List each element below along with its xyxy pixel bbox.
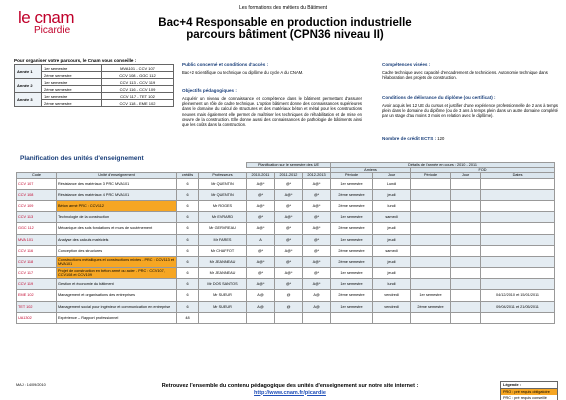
cell-code: CCV 118 xyxy=(17,256,57,267)
years-row xyxy=(15,65,174,72)
competences-section xyxy=(382,62,558,80)
table-row xyxy=(17,178,555,189)
cell-y1: A xyxy=(247,234,275,245)
cell-fj xyxy=(451,290,481,301)
cell-fp xyxy=(411,279,451,290)
public-title: Public concerné et conditions d'accès : xyxy=(182,62,269,67)
table-row xyxy=(17,245,555,256)
cell-credits: 6 xyxy=(177,223,199,234)
cell-y3: @* xyxy=(303,212,331,223)
objectifs-text: Acquérir un niveau de connaissance et compétence dans le bâtiment permettant d'assurer pleinement un rôle de cadre technique. L'option bâtiment donne des connaissances supérieures dans le domaine du calcul de structures et des matériaux béton et métal pour les constructions neuves mais également elle permet de maîtriser les techniques de réhabilitation et de mise en œuvre de la construction. Elle donne aussi des connaissances de pathologie de bâtiments ainsi que les coûts dans la construction. xyxy=(182,96,362,128)
conditions-section xyxy=(382,95,558,119)
cell-ap: 2ème semestre xyxy=(331,256,373,267)
semester-label: 1er semestre xyxy=(42,65,102,72)
cell-y3: A@* xyxy=(303,223,331,234)
cell-y1: A@* xyxy=(247,200,275,211)
cell-fj xyxy=(451,189,481,200)
cell-name: Expérience – Rapport professionnel xyxy=(57,312,177,323)
cell-fd xyxy=(481,189,555,200)
column-header: Période xyxy=(411,173,451,178)
table-row xyxy=(17,301,555,312)
cell-y3: @* xyxy=(303,268,331,279)
credits-line xyxy=(382,136,558,141)
cell-code: TET 102 xyxy=(17,301,57,312)
cell-fd xyxy=(481,312,555,323)
cell-name: Management et organisations des entreprises xyxy=(57,290,177,301)
year-label: Année 2 xyxy=(15,79,42,93)
cell-fj xyxy=(451,212,481,223)
cell-y3: @* xyxy=(303,189,331,200)
column-header: Dates xyxy=(481,173,555,178)
table-row xyxy=(17,223,555,234)
column-header: Professeurs xyxy=(199,173,247,178)
cell-y1: @* xyxy=(247,268,275,279)
cell-y1: A@* xyxy=(247,256,275,267)
table-row xyxy=(17,256,555,267)
cell-prof: Mr SUEUR xyxy=(199,290,247,301)
cell-name: Résistance des matériaux 4 PRC MVA101 xyxy=(57,189,177,200)
cell-y3: A@* xyxy=(303,178,331,189)
cell-y2: A@* xyxy=(275,189,303,200)
cell-ap: 2ème semestre xyxy=(331,200,373,211)
cell-name: Gestion et économie du bâtiment xyxy=(57,279,177,290)
cell-y1: @* xyxy=(247,245,275,256)
cell-aj: jeudi xyxy=(373,256,411,267)
cell-fj xyxy=(451,223,481,234)
semester-label: 2ème semestre xyxy=(42,72,102,79)
cell-fd xyxy=(481,245,555,256)
cell-credits: 6 xyxy=(177,200,199,211)
cell-prof: Mr CHAFFOT xyxy=(199,245,247,256)
cell-ap: 1er semestre xyxy=(331,268,373,279)
credits-value: 120 xyxy=(437,136,445,141)
semester-codes: CCV 108 - GGC 112 xyxy=(102,72,174,79)
years-row xyxy=(15,79,174,86)
cell-code: UA1302 xyxy=(17,312,57,323)
maj-date: MAJ : 14/09/2010 xyxy=(16,383,46,387)
cell-aj: vendredi xyxy=(373,301,411,312)
cell-fp xyxy=(411,268,451,279)
cell-aj: lundi xyxy=(373,200,411,211)
cell-y2: @* xyxy=(275,178,303,189)
column-header: Jour xyxy=(451,173,481,178)
semester-label: 2ème semestre xyxy=(42,100,102,107)
cell-y1 xyxy=(247,312,275,323)
table-row xyxy=(17,279,555,290)
logo-sub: Picardie xyxy=(34,25,71,36)
cell-credits: 6 xyxy=(177,178,199,189)
cell-aj: jeudi xyxy=(373,268,411,279)
cell-prof: Mr EVRARD xyxy=(199,212,247,223)
column-header: Code xyxy=(17,173,57,178)
cell-fp xyxy=(411,200,451,211)
semester-codes: CCV 118 - EME 102 xyxy=(102,100,174,107)
cell-y2: A@* xyxy=(275,212,303,223)
years-row xyxy=(15,93,174,100)
column-header: Jour xyxy=(373,173,411,178)
cell-y2: @* xyxy=(275,279,303,290)
cell-y3: @* xyxy=(303,234,331,245)
cell-name: Management social pour ingénieur et communication en entreprise xyxy=(57,301,177,312)
cell-aj xyxy=(373,312,411,323)
group-details: Détails de l'année en cours : 2010 - 2011 xyxy=(331,163,555,168)
cell-aj: lundi xyxy=(373,279,411,290)
cell-ap: 1er semestre xyxy=(331,279,373,290)
conditions-text: Avoir acquis les 12 UE du cursus et justifier d'une expérience professionnelle de 2 ans à temps plein dans le domaine du diplôme (ou de 3 ans à temps plein dans un autre domaine complété par un stage d'au moins 3 mois en relation avec le diplôme). xyxy=(382,103,558,119)
semester-label: 1er semestre xyxy=(42,93,102,100)
cell-code: GGC 112 xyxy=(17,223,57,234)
cell-prof: Mr QUENTIN xyxy=(199,189,247,200)
cell-y2: @* xyxy=(275,223,303,234)
cell-ap: 2ème semestre xyxy=(331,189,373,200)
group-fod: FOD xyxy=(411,168,555,173)
public-text: Bac+2 scientifique ou technique ou diplôme du cycle A du CNAM. xyxy=(182,70,304,75)
cell-fd: 04/12/2010 et 15/01/2011 xyxy=(481,290,555,301)
semester-label: 1er semestre xyxy=(42,79,102,86)
cell-fj xyxy=(451,312,481,323)
table-row xyxy=(17,212,555,223)
cell-y3: A@* xyxy=(303,200,331,211)
cell-code: CCV 109 xyxy=(17,200,57,211)
objectifs-title: Objectifs pédagogiques : xyxy=(182,88,237,93)
cell-ap: 1er semestre xyxy=(331,178,373,189)
cell-fp xyxy=(411,212,451,223)
year-label: Année 3 xyxy=(15,93,42,107)
cell-prof: Mr GERVREAU xyxy=(199,223,247,234)
competences-title: Compétences visées : xyxy=(382,62,431,67)
cell-fd xyxy=(481,223,555,234)
cell-aj: jeudi xyxy=(373,189,411,200)
cell-prof: Mr DOS SANTOS xyxy=(199,279,247,290)
cell-prof: Mr JEANNEAU xyxy=(199,268,247,279)
cell-y1: A@* xyxy=(247,223,275,234)
cell-fd: 09/04/2011 et 21/05/2011 xyxy=(481,301,555,312)
cell-fj xyxy=(451,301,481,312)
plan-title: Planification des unités d'enseignement xyxy=(20,155,144,162)
legend-title: Légende : xyxy=(501,382,557,389)
title-line-2: parcours bâtiment (CPN36 niveau II) xyxy=(186,29,384,41)
cell-aj: jeudi xyxy=(373,223,411,234)
org-title: Pour organiser votre parcours, le Cnam vous conseille : xyxy=(14,58,137,63)
cell-name: Mécanique des sols fondations et murs de soutènement xyxy=(57,223,177,234)
column-header: 2012-2013 xyxy=(303,173,331,178)
cell-aj: samedi xyxy=(373,245,411,256)
cell-y1: @* xyxy=(247,212,275,223)
cell-credits: 6 xyxy=(177,234,199,245)
conditions-title: Conditions de délivrance du diplôme (ou certificat) : xyxy=(382,95,496,100)
cell-name: Projet de construction en béton armé ou acier - PRC : CCV107, CCV108 et CCV109 xyxy=(57,268,177,279)
cell-credits: 6 xyxy=(177,268,199,279)
cell-fd xyxy=(481,178,555,189)
column-header: 2010-2011 xyxy=(247,173,275,178)
cell-y3: A@* xyxy=(303,256,331,267)
cell-prof: Mr JEANNEAU xyxy=(199,256,247,267)
cell-fd xyxy=(481,234,555,245)
cell-credits: 6 xyxy=(177,301,199,312)
cell-fp xyxy=(411,256,451,267)
group-amiens: Amiens xyxy=(331,168,411,173)
header-line: Les formations des métiers du Bâtiment xyxy=(238,5,328,11)
semester-codes: CCV 117 - TET 102 xyxy=(102,93,174,100)
cell-y2: @* xyxy=(275,256,303,267)
cell-fj xyxy=(451,234,481,245)
cell-y3: A@* xyxy=(303,279,331,290)
cell-prof: Mr QUENTIN xyxy=(199,178,247,189)
table-row xyxy=(17,290,555,301)
table-row xyxy=(17,189,555,200)
footer-text: Retrouvez l'ensemble du contenu pédagogique des unités d'enseignement sur notre site internet : xyxy=(161,383,419,389)
credits-label: Nombre de crédit ECTS : xyxy=(382,136,437,141)
cell-ap: 2ème semestre xyxy=(331,223,373,234)
cell-fj xyxy=(451,256,481,267)
cell-name: Béton armé PRC : CCV112 xyxy=(57,200,177,211)
column-header: crédits xyxy=(177,173,199,178)
cell-y2: @ xyxy=(275,290,303,301)
cell-y1: A@* xyxy=(247,279,275,290)
cell-y2 xyxy=(275,312,303,323)
cell-code: MVA 101 xyxy=(17,234,57,245)
cell-ap xyxy=(331,312,373,323)
website-link[interactable]: http://www.cnam.fr/picardie xyxy=(254,389,326,396)
cell-credits: 48 xyxy=(177,312,199,323)
units-table xyxy=(16,162,555,324)
cell-y3: @* xyxy=(303,245,331,256)
cell-y2: @* xyxy=(275,200,303,211)
legend-item-prc: PRC : pré requis conseillé xyxy=(503,396,547,400)
cell-aj: samedi xyxy=(373,212,411,223)
table-row xyxy=(17,234,555,245)
cell-fp xyxy=(411,234,451,245)
semester-codes: MVA101 - CCV 107 xyxy=(102,65,174,72)
cell-fd xyxy=(481,256,555,267)
cell-ap: 1er semestre xyxy=(331,234,373,245)
cell-fd xyxy=(481,268,555,279)
legend xyxy=(500,381,558,400)
cell-y1: A@ xyxy=(247,290,275,301)
cell-aj: Lundi xyxy=(373,178,411,189)
cell-code: CCV 107 xyxy=(17,178,57,189)
legend-item-pro: PRO : pré requis obligatoire xyxy=(501,389,557,395)
cell-fd xyxy=(481,212,555,223)
page-title xyxy=(120,17,450,41)
cell-prof: Mr SUEUR xyxy=(199,301,247,312)
cell-code: CCV 113 xyxy=(17,212,57,223)
years-table xyxy=(14,64,174,107)
cell-aj: jeudi xyxy=(373,234,411,245)
group-planif: Planification sur le semestre des UE xyxy=(247,163,331,168)
logo-main: le cnam xyxy=(18,8,75,27)
cell-credits: 6 xyxy=(177,279,199,290)
cell-y2: A@* xyxy=(275,245,303,256)
cell-y2: @ xyxy=(275,301,303,312)
column-header: Unité d'enseignement xyxy=(57,173,177,178)
cell-credits: 6 xyxy=(177,290,199,301)
semester-codes: CCV 116 - CCV 109 xyxy=(102,86,174,93)
cell-fj xyxy=(451,279,481,290)
cell-y1: A@* xyxy=(247,178,275,189)
cell-ap: 2ème semestre xyxy=(331,290,373,301)
cell-credits: 6 xyxy=(177,245,199,256)
cell-code: CCV 108 xyxy=(17,189,57,200)
cell-prof: Mr ROGES xyxy=(199,200,247,211)
cell-credits: 6 xyxy=(177,212,199,223)
semester-label: 2ème semestre xyxy=(42,86,102,93)
table-row xyxy=(17,200,555,211)
cell-fj xyxy=(451,178,481,189)
cell-y3 xyxy=(303,312,331,323)
cell-y3: A@ xyxy=(303,301,331,312)
cell-prof xyxy=(199,312,247,323)
cell-y3: A@ xyxy=(303,290,331,301)
cell-name: Constructions métalliques et constructions mixtes - PRC : CCV113 et MVA101 xyxy=(57,256,177,267)
cell-code: CCV 116 xyxy=(17,245,57,256)
cell-aj: vendredi xyxy=(373,290,411,301)
cell-fp xyxy=(411,189,451,200)
cell-fj xyxy=(451,245,481,256)
cell-code: EME 102 xyxy=(17,290,57,301)
cell-name: Technologie de la construction xyxy=(57,212,177,223)
semester-codes: CCV 113 - CCV 119 xyxy=(102,79,174,86)
title-line-1: Bac+4 Responsable en production industrielle xyxy=(158,17,412,29)
cell-fd xyxy=(481,200,555,211)
competences-text: Cadre technique avec capacité d'encadrement de techniciens. Autonomie technique dans l'élaboration des projets de construction. xyxy=(382,70,548,81)
cell-y1: @* xyxy=(247,189,275,200)
cell-fp xyxy=(411,223,451,234)
cell-prof: Mr FARES xyxy=(199,234,247,245)
cell-fp: 2ème semestre xyxy=(411,301,451,312)
cell-ap: 1er semestre xyxy=(331,301,373,312)
cell-fp xyxy=(411,178,451,189)
objectifs-section xyxy=(182,88,362,127)
cell-fp: 1er semestre xyxy=(411,290,451,301)
year-label: Année 1 xyxy=(15,65,42,79)
public-section xyxy=(182,62,352,75)
cell-code: CCV 119 xyxy=(17,279,57,290)
table-row xyxy=(17,312,555,323)
cell-credits: 6 xyxy=(177,189,199,200)
cell-fj xyxy=(451,268,481,279)
cell-name: Conception des structures xyxy=(57,245,177,256)
cell-y2: A@* xyxy=(275,268,303,279)
cell-fd xyxy=(481,279,555,290)
cell-fp xyxy=(411,245,451,256)
cell-name: Résistance des matériaux 3 PRC MVA101 xyxy=(57,178,177,189)
cell-credits: 6 xyxy=(177,256,199,267)
cell-name: Analyse des calculs matriciels xyxy=(57,234,177,245)
cell-ap: 2ème semestre xyxy=(331,245,373,256)
cell-y2: @* xyxy=(275,234,303,245)
column-header: 2011-2012 xyxy=(275,173,303,178)
cell-code: CCV 117 xyxy=(17,268,57,279)
column-header: Période xyxy=(331,173,373,178)
cell-fp xyxy=(411,312,451,323)
cell-y1: A@ xyxy=(247,301,275,312)
cnam-logo xyxy=(18,10,128,36)
footer xyxy=(140,383,440,396)
table-row xyxy=(17,268,555,279)
cell-fj xyxy=(451,200,481,211)
cell-ap: 1er semestre xyxy=(331,212,373,223)
